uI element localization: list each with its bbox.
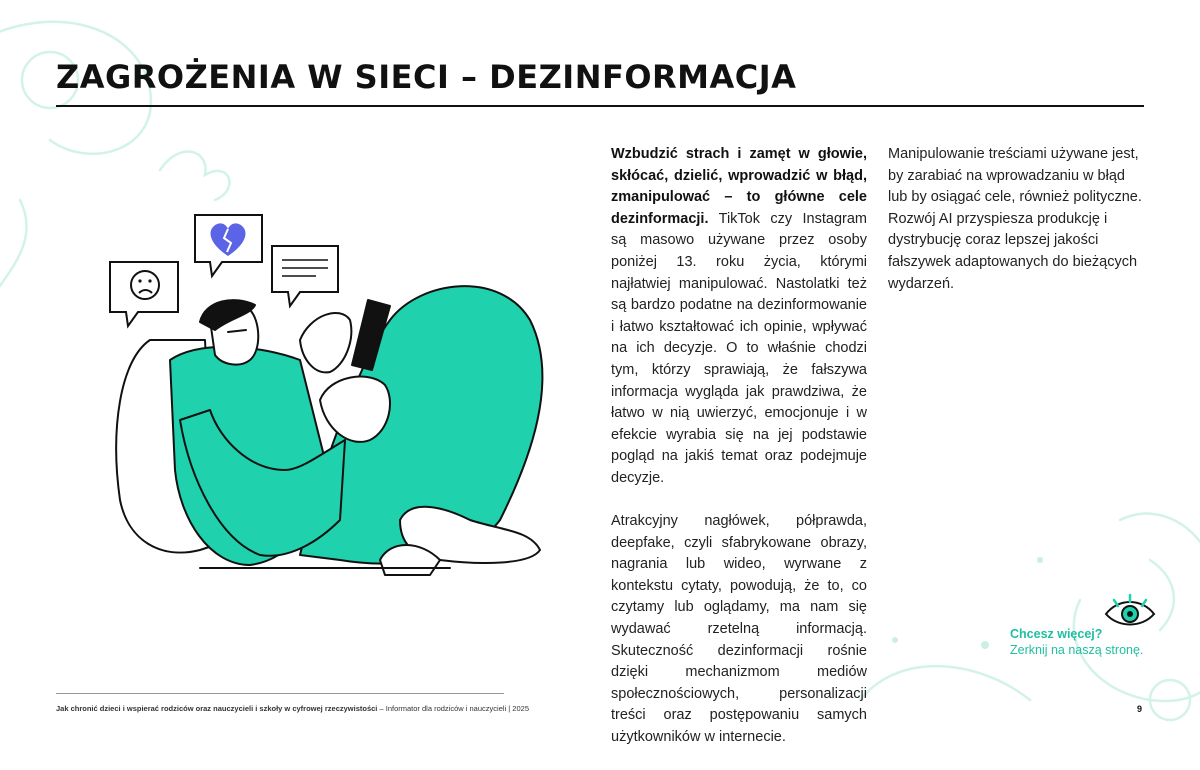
paragraph-3: Manipulowanie treściami używane jest, by zarabiać na wprowadzaniu w błąd lub by osiągać cele, również polityczne. Rozwój AI przyspiesza produkcję i dystrybucję coraz lepszej jakości fałszywek adaptowanych do bieżących wydarzeń. xyxy=(888,146,1142,292)
footer-publication-title: Jak chronić dzieci i wspierać rodziców oraz nauczycieli i szkoły w cyfrowej rzeczywistości xyxy=(56,704,378,713)
body-column-right xyxy=(888,144,1144,317)
paragraph-1 xyxy=(611,144,867,490)
message-lines-icon xyxy=(272,246,338,306)
lead-text: Wzbudzić strach i zamęt w głowie, skłócać, dzielić, wprowadzić w błąd, zmanipulować – to główne cele dezinformacji. xyxy=(611,146,867,227)
page-title: ZAGROŻENIA W SIECI – DEZINFORMACJA xyxy=(56,58,797,96)
website-cta[interactable] xyxy=(1010,626,1143,658)
cta-title: Chcesz więcej? xyxy=(1010,627,1103,641)
sad-face-icon xyxy=(110,262,178,326)
page-number: 9 xyxy=(1137,704,1143,714)
illustration-person-with-phone xyxy=(100,200,560,580)
paragraph-2: Atrakcyjny nagłówek, półprawda, deepfake, czyli sfabrykowane obrazy, nagrania lub wideo, wyrwane z kontekstu cytaty, powodują, że to, co czytamy lub oglądamy, ma nam się wydawać rzetelną informacją. Skuteczność dezinformacji rośnie dzięki mechanizmom mediów społecznościowych, personalizacji treści oraz postępowaniu samych użytkowników w internecie. xyxy=(611,513,867,746)
broken-heart-icon xyxy=(195,215,262,276)
footer-publication-subtitle: – Informator dla rodziców i nauczycieli | 2025 xyxy=(377,704,529,713)
footer-text xyxy=(56,704,529,713)
title-underline xyxy=(56,105,1144,107)
cta-subtitle[interactable]: Zerknij na naszą stronę. xyxy=(1010,643,1144,657)
body-column-left xyxy=(611,144,867,770)
footer-divider xyxy=(56,693,504,694)
paragraph-1-text: TikTok czy Instagram są masowo używane przez osoby poniżej 13. roku życia, którymi najłatwiej manipulować. Nastolatki też są bardzo podatne na dezinformowanie i łatwo kształtować ich opinie, wpływać na ich decyzje. O to właśnie chodzi tym, którzy sprawiają, że fałszywa informacja wygląda jak prawdziwa, że łatwo w nią uwierzyć, emocjonuje i w efekcie wyrabia się na jej podstawie pogląd na jakiś temat oraz podejmuje decyzje. xyxy=(611,210,867,486)
